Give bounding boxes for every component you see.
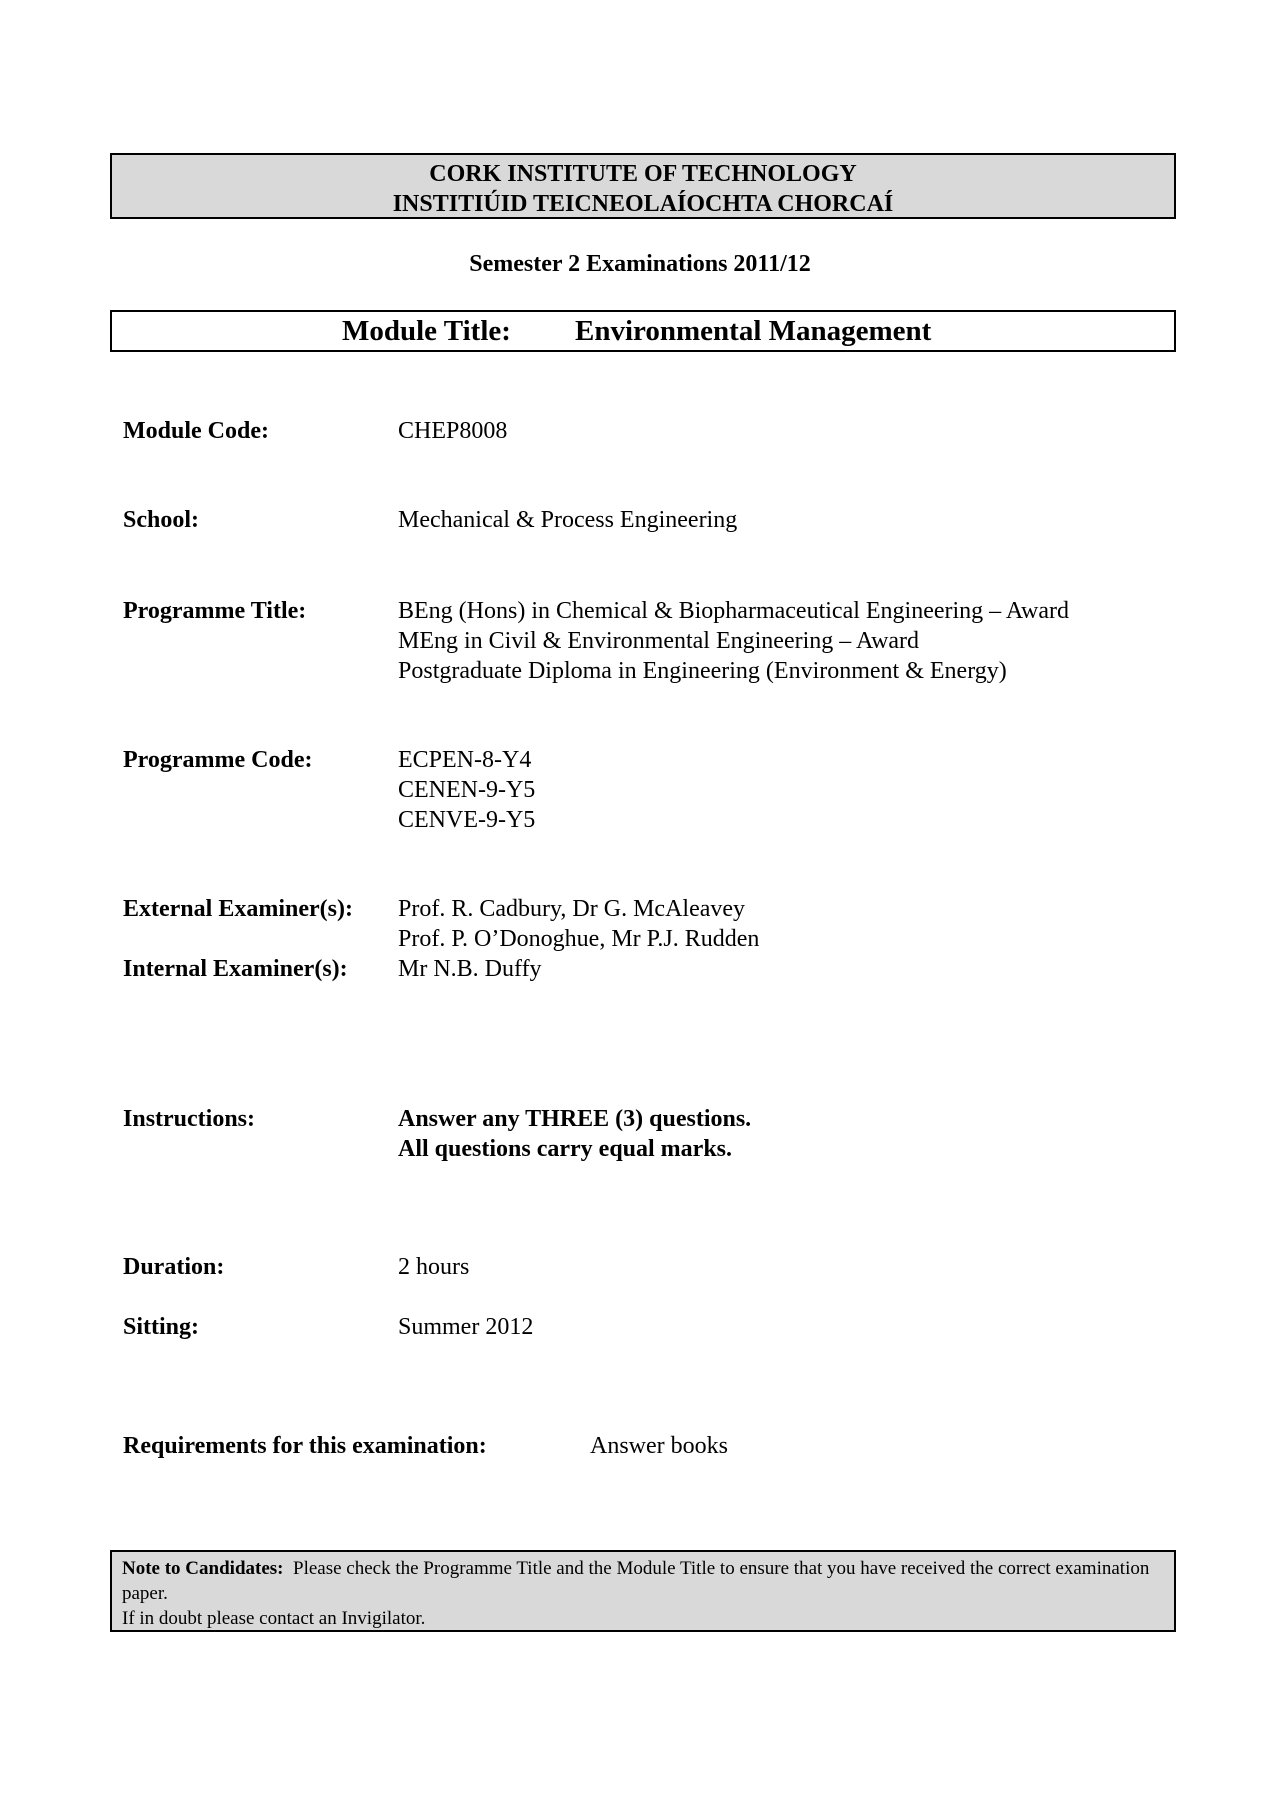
module-code-value: CHEP8008 (398, 418, 508, 444)
note-label: Note to Candidates: (122, 1558, 284, 1579)
institute-name-irish: INSTITIÚID TEICNEOLAÍOCHTA CHORCAÍ (392, 191, 894, 217)
school-label: School: (123, 507, 200, 533)
external-examiners-line-1: Prof. R. Cadbury, Dr G. McAleavey (398, 896, 746, 922)
institute-name-english: CORK INSTITUTE OF TECHNOLOGY (429, 161, 857, 187)
instructions-line-2: All questions carry equal marks. (398, 1136, 733, 1162)
instructions-label: Instructions: (123, 1106, 256, 1132)
external-examiners-line-2: Prof. P. O’Donoghue, Mr P.J. Rudden (398, 926, 760, 952)
programme-title-label: Programme Title: (123, 598, 307, 624)
internal-examiners-value: Mr N.B. Duffy (398, 956, 542, 982)
sitting-label: Sitting: (123, 1314, 200, 1340)
note-text-2: If in doubt please contact an Invigilator. (122, 1608, 426, 1629)
module-title-box (110, 310, 1176, 352)
programme-code-line-3: CENVE-9-Y5 (398, 807, 536, 833)
instructions-line-1: Answer any THREE (3) questions. (398, 1106, 752, 1132)
note-text: Please check the Programme Title and the Module Title to ensure that you have received the correct examination paper. (122, 1558, 1150, 1604)
programme-code-line-1: ECPEN-8-Y4 (398, 747, 532, 773)
requirements-value: Answer books (590, 1433, 728, 1459)
requirements-label: Requirements for this examination: (123, 1433, 487, 1459)
semester-heading: Semester 2 Examinations 2011/12 (469, 251, 811, 277)
programme-title-line-1: BEng (Hons) in Chemical & Biopharmaceutical Engineering – Award (398, 598, 1069, 624)
duration-value: 2 hours (398, 1254, 470, 1280)
sitting-value: Summer 2012 (398, 1314, 534, 1340)
programme-title-line-2: MEng in Civil & Environmental Engineering – Award (398, 628, 920, 654)
module-code-label: Module Code: (123, 418, 269, 444)
external-examiners-label: External Examiner(s): (123, 896, 353, 922)
programme-title-line-3: Postgraduate Diploma in Engineering (Environment & Energy) (398, 658, 1007, 684)
institute-header (110, 153, 1176, 219)
programme-code-line-2: CENEN-9-Y5 (398, 777, 536, 803)
school-value: Mechanical & Process Engineering (398, 507, 738, 533)
module-title-label: Module Title: (342, 315, 511, 347)
programme-code-label: Programme Code: (123, 747, 313, 773)
note-to-candidates (110, 1550, 1176, 1632)
internal-examiners-label: Internal Examiner(s): (123, 956, 348, 982)
module-title-value: Environmental Management (575, 315, 932, 347)
duration-label: Duration: (123, 1254, 225, 1280)
